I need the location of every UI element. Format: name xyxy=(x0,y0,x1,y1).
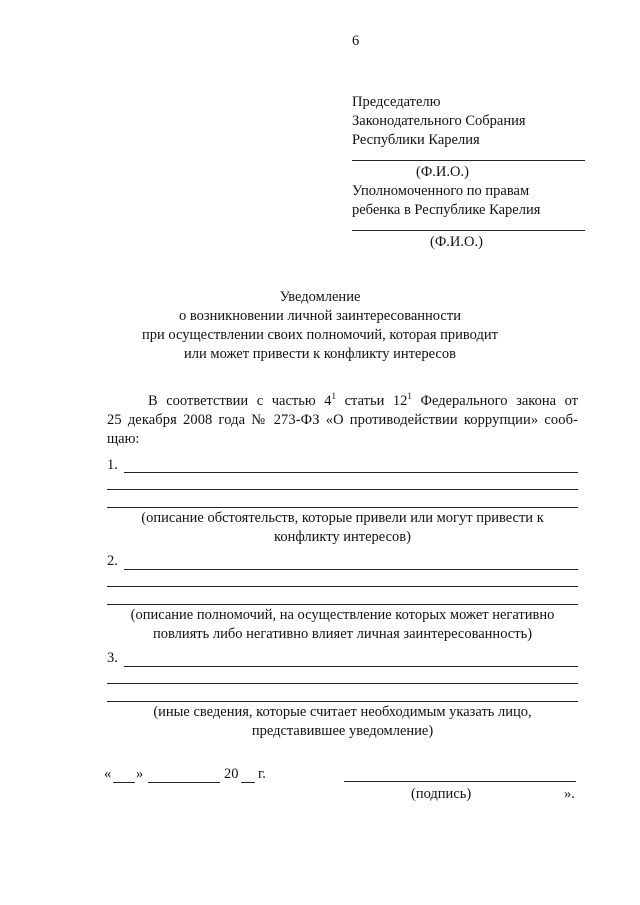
item-3-number: 3. xyxy=(107,650,118,666)
title-line-1: Уведомление xyxy=(279,289,361,305)
item-1-caption-1: (описание обстоятельств, которые привели или могут привести к xyxy=(141,510,544,526)
fio-line-2[interactable] xyxy=(352,230,585,231)
item-1-number: 1. xyxy=(107,457,118,473)
date-year-suffix: г. xyxy=(258,766,266,782)
signature-caption: (подпись) xyxy=(411,786,472,802)
date-month-line[interactable] xyxy=(148,782,220,783)
item-2-line-1[interactable] xyxy=(124,569,578,570)
item-2-line-2[interactable] xyxy=(107,586,578,587)
item-1-line-2[interactable] xyxy=(107,489,578,490)
fio-caption-2: (Ф.И.О.) xyxy=(430,234,483,250)
item-2-line-3[interactable] xyxy=(107,604,578,605)
fio-line-1[interactable] xyxy=(352,160,585,161)
item-3-line-2[interactable] xyxy=(107,683,578,684)
end-mark: ». xyxy=(564,786,575,802)
addressee-line-5: ребенка в Республике Карелия xyxy=(352,202,541,218)
item-3-line-3[interactable] xyxy=(107,701,578,702)
signature-line[interactable] xyxy=(344,781,576,782)
item-1-line-3[interactable] xyxy=(107,507,578,508)
date-close-quote: » xyxy=(136,766,144,782)
item-2-number: 2. xyxy=(107,553,118,569)
date-open-quote: « xyxy=(104,766,112,782)
page-number: 6 xyxy=(352,33,360,49)
title-line-3: при осуществлении своих полномочий, которая приводит xyxy=(141,327,498,343)
item-3-caption-1: (иные сведения, которые считает необходимым указать лицо, xyxy=(153,704,532,720)
intro-line-3: щаю: xyxy=(107,431,140,447)
item-1-line-1[interactable] xyxy=(124,472,578,473)
addressee-line-3: Республики Карелия xyxy=(352,132,480,148)
date-year-prefix: 20 xyxy=(224,766,239,782)
item-3-caption-2: представившее уведомление) xyxy=(251,723,434,739)
item-2-caption-2: повлиять либо негативно влияет личная заинтересованность) xyxy=(152,626,533,642)
item-1-caption-2: конфликту интересов) xyxy=(274,529,411,545)
intro-line-1: В соответствии с частью $4^1$ статьи $12^1$ Федерального закона от xyxy=(148,391,578,409)
item-3-line-1[interactable] xyxy=(124,666,578,667)
addressee-line-4: Уполномоченного по правам xyxy=(352,183,530,199)
addressee-line-2: Законодательного Собрания xyxy=(352,113,526,129)
date-day-line[interactable] xyxy=(113,782,135,783)
date-year-line[interactable] xyxy=(241,782,255,783)
title-line-2: о возникновении личной заинтересованности xyxy=(179,308,461,324)
addressee-line-1: Председателю xyxy=(352,94,441,110)
item-2-caption-1: (описание полномочий, на осуществление которых может негативно xyxy=(130,607,555,623)
title-line-4: или может привести к конфликту интересов xyxy=(184,346,456,362)
fio-caption-1: (Ф.И.О.) xyxy=(416,164,469,180)
intro-line-2: 25 декабря 2008 года № 273-ФЗ «О противодействии коррупции» сооб- xyxy=(107,412,578,428)
